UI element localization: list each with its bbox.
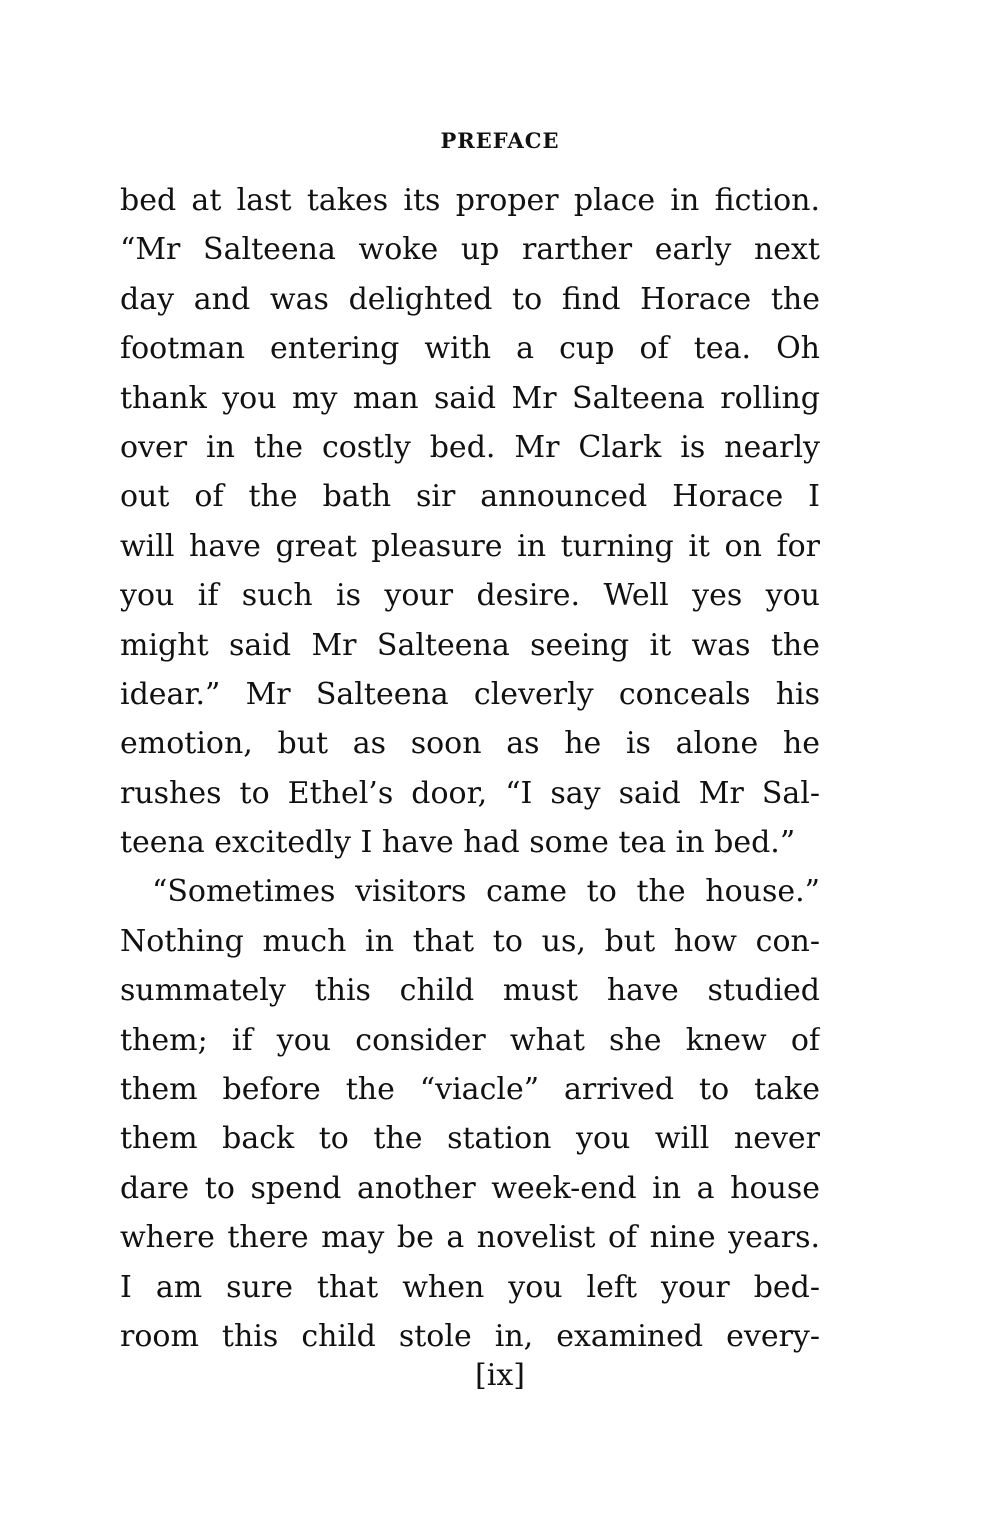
text-line: over in the costly bed. Mr Clark is nearly (120, 429, 820, 465)
text-line: Nothing much in that to us, but how con- (120, 923, 820, 959)
text-line: them back to the station you will never (120, 1121, 820, 1157)
text-line: bed at last takes its proper place in fiction. (120, 183, 820, 218)
text-line: emotion, but as soon as he is alone he (120, 726, 820, 762)
text-line: room this child stole in, examined every- (120, 1318, 820, 1354)
text-line: teena excitedly I have had some tea in bed.” (120, 825, 796, 861)
text-line: will have great pleasure in turning it on for (120, 528, 820, 564)
page-number: [ix] (475, 1358, 525, 1393)
text-line: “Sometimes visitors came to the house.” (152, 874, 820, 910)
text-line: “Mr Salteena woke up rarther early next (120, 232, 820, 268)
text-line: dare to spend another week-end in a house (120, 1170, 820, 1206)
body-text (120, 176, 820, 1361)
text-line: idear.” Mr Salteena cleverly conceals his (120, 676, 820, 712)
text-line: thank you my man said Mr Salteena rolling (120, 380, 820, 416)
text-line: you if such is your desire. Well yes you (120, 578, 820, 614)
running-head: PREFACE (440, 128, 560, 153)
text-line: summately this child must have studied (120, 973, 820, 1009)
text-line: where there may be a novelist of nine years. (120, 1220, 820, 1256)
text-line: footman entering with a cup of tea. Oh (120, 331, 820, 367)
text-line: I am sure that when you left your bed- (120, 1269, 820, 1305)
text-line: rushes to Ethel’s door, “I say said Mr Sal- (120, 775, 820, 811)
text-line: them before the “viacle” arrived to take (120, 1072, 820, 1108)
text-line: day and was delighted to find Horace the (120, 281, 820, 317)
text-line: might said Mr Salteena seeing it was the (120, 627, 820, 663)
text-line: them; if you consider what she knew of (120, 1022, 820, 1058)
text-line: out of the bath sir announced Horace I (120, 479, 820, 515)
